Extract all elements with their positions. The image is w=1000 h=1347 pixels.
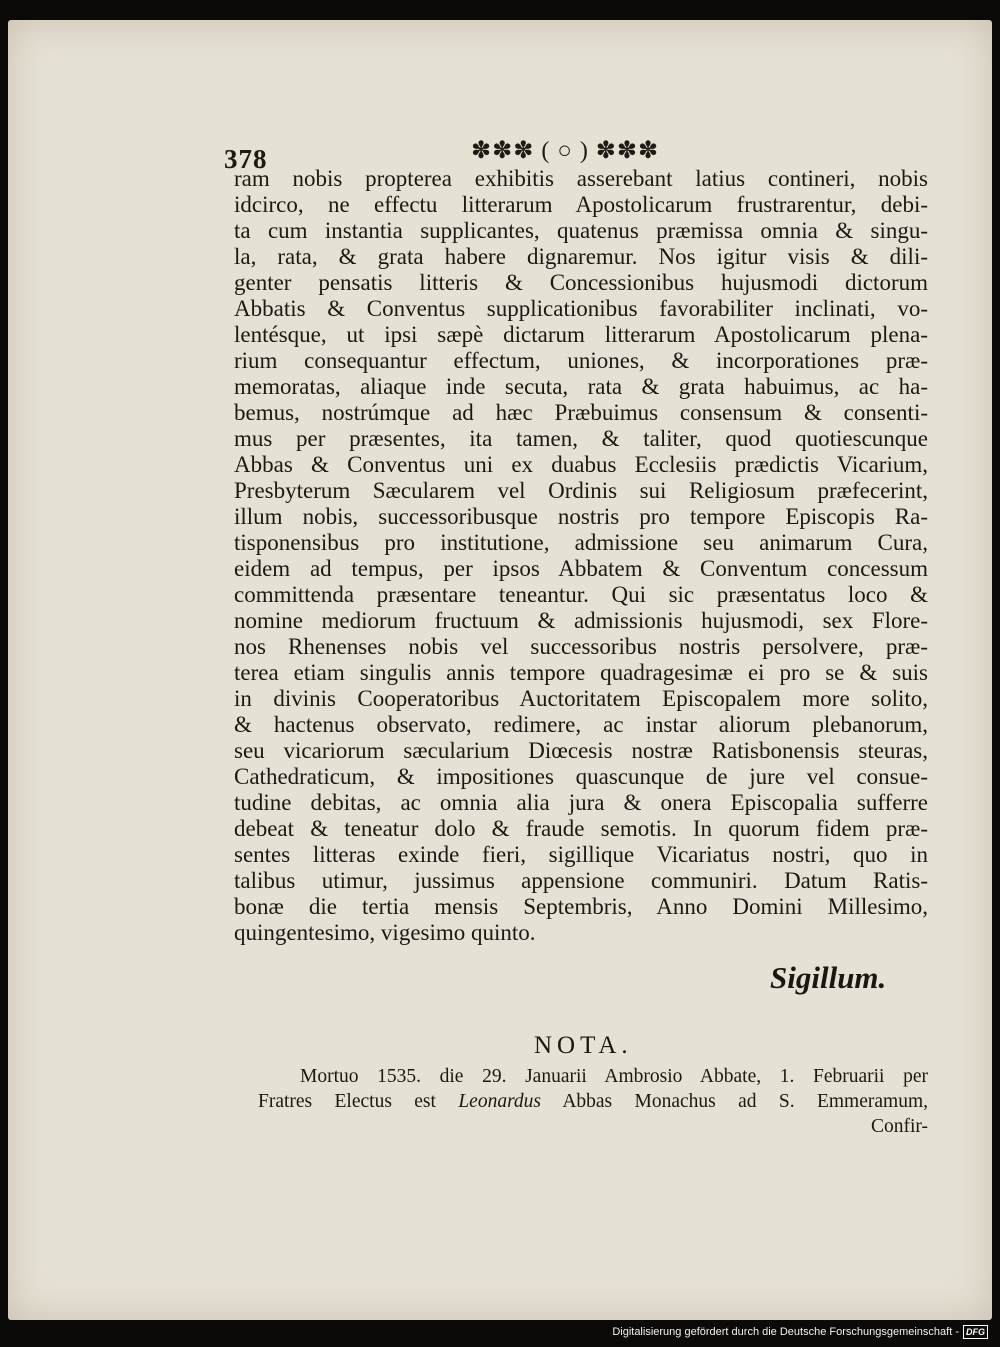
- body-line: lentésque, ut ipsi sæpè dictarum litterarum Apostolicarum plena-: [234, 322, 928, 347]
- book-page: [8, 20, 992, 1320]
- header-ornament: ✽✽✽ ( ○ ) ✽✽✽: [471, 138, 660, 164]
- body-line: Cathedraticum, & impositiones quascunque de jure vel consue-: [234, 764, 928, 789]
- nota-heading: NOTA.: [534, 1032, 633, 1059]
- body-line: in divinis Cooperatoribus Auctoritatem Episcopalem more solito,: [234, 686, 928, 711]
- body-line: talibus utimur, jussimus appensione communiri. Datum Ratis-: [234, 868, 928, 893]
- footer-credit: Digitalisierung gefördert durch die Deutsche Forschungsgemeinschaft -: [612, 1326, 959, 1338]
- nota-text: [258, 1064, 928, 1139]
- body-line: nos Rhenenses nobis vel successoribus nostris persolvere, præ-: [234, 634, 928, 659]
- body-line: ram nobis propterea exhibitis asserebant latius contineri, nobis: [234, 166, 928, 191]
- body-line: Abbatis & Conventus supplicationibus favorabiliter inclinati, vo-: [234, 296, 928, 321]
- body-line: sentes litteras exinde fieri, sigillique Vicariatus nostri, quo in: [234, 842, 928, 867]
- body-line: rium consequantur effectum, uniones, & incorporationes præ-: [234, 348, 928, 373]
- body-line: genter pensatis litteris & Concessionibus hujusmodi dictorum: [234, 270, 928, 295]
- body-line: quingentesimo, vigesimo quinto.: [234, 920, 536, 945]
- digitization-footer: [612, 1325, 988, 1339]
- body-line: Presbyterum Sæcularem vel Ordinis sui Religiosum præfecerint,: [234, 478, 928, 503]
- body-line: eidem ad tempus, per ipsos Abbatem & Conventum concessum: [234, 556, 928, 581]
- nota-name-leonardus: Leonardus: [458, 1091, 542, 1112]
- body-line: memoratas, aliaque inde secuta, rata & grata habuimus, ac ha-: [234, 374, 928, 399]
- body-line: bonæ die tertia mensis Septembris, Anno Domini Millesimo,: [234, 894, 928, 919]
- dfg-logo-icon: DFG: [963, 1325, 988, 1339]
- body-text: [234, 166, 928, 946]
- body-line: idcirco, ne effectu litterarum Apostolicarum frustrarentur, debi-: [234, 192, 928, 217]
- body-line: illum nobis, successoribusque nostris pro tempore Episcopis Ra-: [234, 504, 928, 529]
- page-number: 378: [224, 144, 268, 174]
- body-line: tudine debitas, ac omnia alia jura & onera Episcopalia sufferre: [234, 790, 928, 815]
- nota-line-1: Mortuo 1535. die 29. Januarii Ambrosio Abbate, 1. Februarii per: [300, 1066, 928, 1087]
- body-line: Abbas & Conventus uni ex duabus Ecclesiis prædictis Vicarium,: [234, 452, 928, 477]
- catchword: Confir-: [870, 1116, 928, 1137]
- body-line: terea etiam singulis annis tempore quadragesimæ ei pro se & suis: [234, 660, 928, 685]
- nota-line-2-end: Abbas Monachus ad S. Emmeramum,: [541, 1091, 928, 1112]
- nota-line-2-start: Fratres Electus est: [258, 1091, 459, 1112]
- nota-line-2: [258, 1089, 928, 1114]
- body-line: nomine mediorum fructuum & admissionis hujusmodi, sex Flore-: [234, 608, 928, 633]
- body-line: seu vicariorum sæcularium Diœcesis nostræ Ratisbonensis steuras,: [234, 738, 928, 763]
- body-line: & hactenus observato, redimere, ac instar aliorum plebanorum,: [234, 712, 928, 737]
- body-line: tisponensibus pro institutione, admissione seu animarum Cura,: [234, 530, 928, 555]
- body-line: mus per præsentes, ita tamen, & taliter, quod quotiescunque: [234, 426, 928, 451]
- body-line: bemus, nostrúmque ad hæc Præbuimus consensum & consenti-: [234, 400, 928, 425]
- body-line: committenda præsentare teneantur. Qui sic præsentatus loco &: [234, 582, 928, 607]
- sigillum-signature: Sigillum.: [770, 960, 887, 995]
- body-line: la, rata, & grata habere dignaremur. Nos igitur visis & dili-: [234, 244, 928, 269]
- body-line: debeat & teneatur dolo & fraude semotis. In quorum fidem præ-: [234, 816, 928, 841]
- body-line: ta cum instantia supplicantes, quatenus præmissa omnia & singu-: [234, 218, 928, 243]
